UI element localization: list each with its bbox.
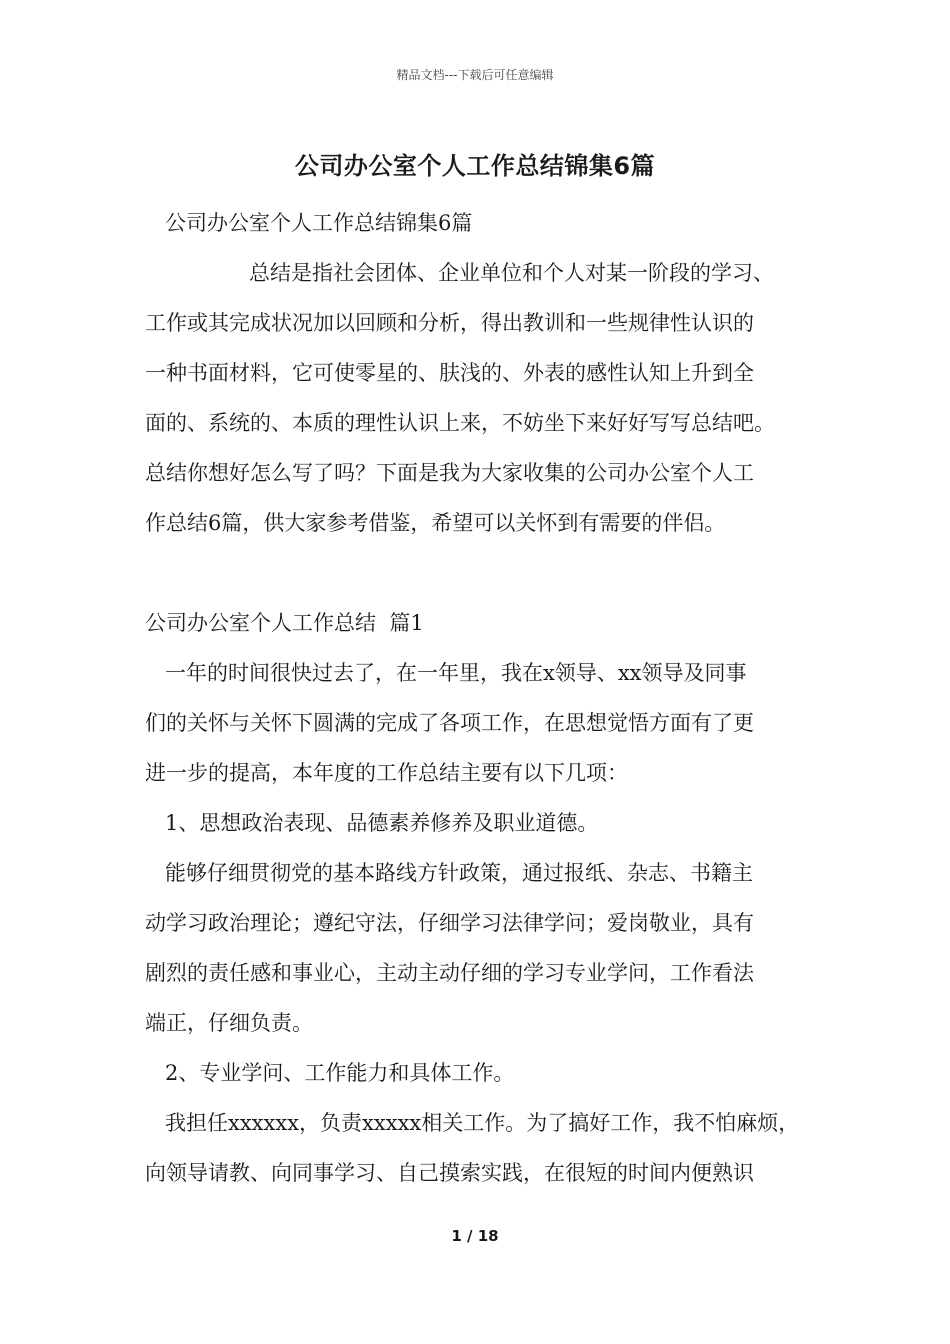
paragraph-line: 端正，仔细负责。 (145, 1011, 313, 1035)
paragraph-line: 能够仔细贯彻党的基本路线方针政策，通过报纸、杂志、书籍主 (165, 861, 753, 885)
document-subtitle: 公司办公室个人工作总结锦集6篇 (165, 211, 473, 235)
intro-line: 一种书面材料，它可使零星的、肤浅的、外表的感性认知上升到全 (145, 361, 754, 385)
paragraph-gap (145, 548, 825, 598)
document-title: 公司办公室个人工作总结锦集6篇 (294, 152, 656, 180)
paragraph-line: 进一步的提高，本年度的工作总结主要有以下几项： (145, 761, 628, 785)
page-number: 1 / 18 (451, 1227, 499, 1245)
document-body (145, 198, 825, 1198)
paragraph-line: 剧烈的责任感和事业心，主动主动仔细的学习专业学问，工作看法 (145, 961, 754, 985)
item-heading: 2、专业学问、工作能力和具体工作。 (165, 1061, 515, 1085)
intro-line: 作总结6篇，供大家参考借鉴，希望可以关怀到有需要的伴侣。 (145, 511, 726, 535)
paragraph-line: 动学习政治理论；遵纪守法，仔细学习法律学问；爱岗敬业，具有 (145, 911, 754, 935)
item-heading: 1、思想政治表现、品德素养修养及职业道德。 (165, 811, 599, 835)
paragraph-line: 们的关怀与关怀下圆满的完成了各项工作，在思想觉悟方面有了更 (145, 711, 754, 735)
paragraph-line: 向领导请教、向同事学习、自己摸索实践，在很短的时间内便熟识 (145, 1161, 754, 1185)
intro-line: 总结是指社会团体、企业单位和个人对某一阶段的学习、 (249, 261, 774, 285)
page-header: 精品文档---下载后可任意编辑 (396, 68, 554, 82)
paragraph-line: 我担任xxxxxx，负责xxxxx相关工作。为了搞好工作，我不怕麻烦， (165, 1111, 800, 1135)
intro-line: 总结你想好怎么写了吗？下面是我为大家收集的公司办公室个人工 (145, 461, 754, 485)
paragraph-line: 一年的时间很快过去了，在一年里，我在x领导、xx领导及同事 (165, 661, 747, 685)
section-heading: 公司办公室个人工作总结 篇1 (145, 611, 424, 635)
intro-line: 工作或其完成状况加以回顾和分析，得出教训和一些规律性认识的 (145, 311, 754, 335)
intro-line: 面的、系统的、本质的理性认识上来，不妨坐下来好好写写总结吧。 (145, 411, 775, 435)
